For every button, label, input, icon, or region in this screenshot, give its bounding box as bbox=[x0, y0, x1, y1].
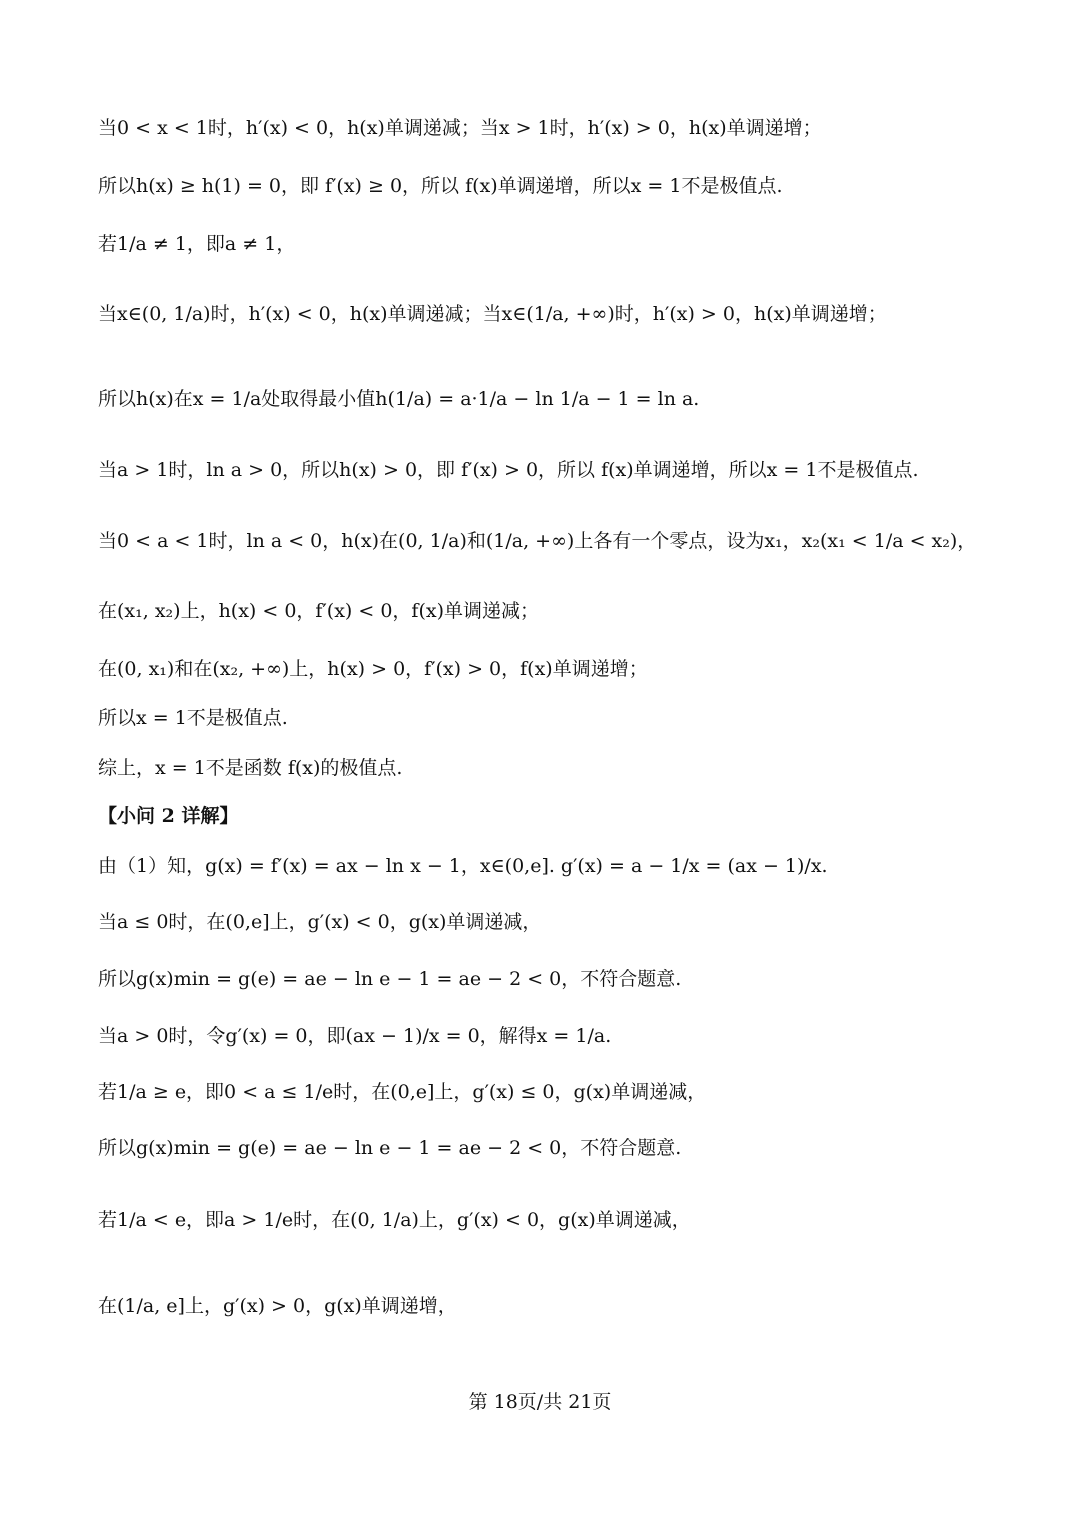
page-number-footer: 第 18页/共 21页 bbox=[468, 1391, 612, 1413]
text-line-6: 当a > 1时，ln a > 0，所以h(x) > 0，即 f′(x) > 0，所以 f(x)单调递增，所以x = 1不是极值点. bbox=[98, 459, 919, 481]
text-line-16: 当a > 0时，令g′(x) = 0，即(ax − 1)/x = 0，解得x = 1/a. bbox=[98, 1025, 612, 1047]
text-line-15: 所以g(x)min = g(e) = ae − ln e − 1 = ae − 2 < 0，不符合题意. bbox=[98, 968, 682, 990]
section-heading: 【小问 2 详解】 bbox=[98, 805, 239, 827]
text-line-19: 若1/a < e，即a > 1/e时，在(0, 1/a)上，g′(x) < 0，g(x)单调递减， bbox=[98, 1209, 691, 1231]
text-line-14: 当a ≤ 0时，在(0,e]上，g′(x) < 0，g(x)单调递减， bbox=[98, 911, 542, 933]
text-line-9: 在(0, x₁)和在(x₂, +∞)上，h(x) > 0，f′(x) > 0，f(x)单调递增； bbox=[98, 658, 648, 680]
text-line-8: 在(x₁, x₂)上，h(x) < 0，f′(x) < 0，f(x)单调递减； bbox=[98, 600, 539, 622]
text-line-7: 当0 < a < 1时，ln a < 0，h(x)在(0, 1/a)和(1/a, +∞)上各有一个零点，设为x₁，x₂(x₁ < 1/a < x₂)， bbox=[98, 530, 977, 552]
text-line-20: 在(1/a, e]上，g′(x) > 0，g(x)单调递增， bbox=[98, 1295, 457, 1317]
text-line-18: 所以g(x)min = g(e) = ae − ln e − 1 = ae − 2 < 0，不符合题意. bbox=[98, 1137, 682, 1159]
text-line-10: 所以x = 1不是极值点. bbox=[98, 707, 288, 729]
text-line-2: 所以h(x) ≥ h(1) = 0，即 f′(x) ≥ 0，所以 f(x)单调递增，所以x = 1不是极值点. bbox=[98, 175, 783, 197]
text-line-1: 当0 < x < 1时，h′(x) < 0，h(x)单调递减；当x > 1时，h′(x) > 0，h(x)单调递增； bbox=[98, 117, 822, 139]
text-line-4: 当x∈(0, 1/a)时，h′(x) < 0，h(x)单调递减；当x∈(1/a, +∞)时，h′(x) > 0，h(x)单调递增； bbox=[98, 303, 887, 325]
text-line-17: 若1/a ≥ e，即0 < a ≤ 1/e时，在(0,e]上，g′(x) ≤ 0，g(x)单调递减， bbox=[98, 1081, 707, 1103]
text-line-5: 所以h(x)在x = 1/a处取得最小值h(1/a) = a·1/a − ln 1/a − 1 = ln a. bbox=[98, 388, 700, 410]
text-line-11: 综上，x = 1不是函数 f(x)的极值点. bbox=[98, 757, 403, 779]
text-line-3: 若1/a ≠ 1，即a ≠ 1， bbox=[98, 233, 296, 255]
text-line-13: 由（1）知，g(x) = f′(x) = ax − ln x − 1，x∈(0,e]. g′(x) = a − 1/x = (ax − 1)/x. bbox=[98, 855, 828, 877]
